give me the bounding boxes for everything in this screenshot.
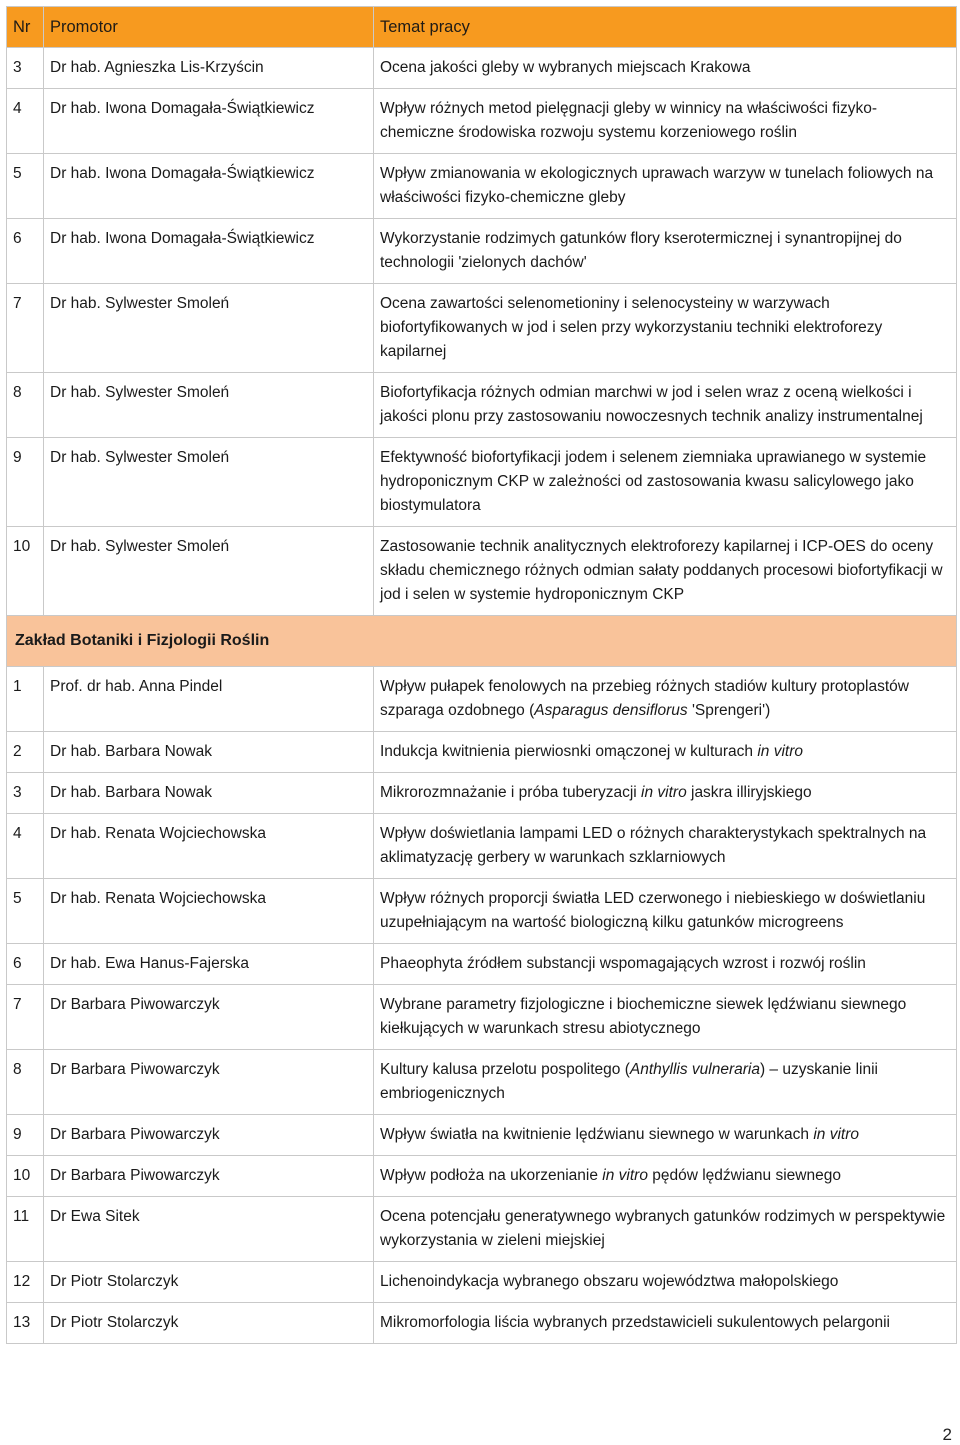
row-promotor: Dr hab. Iwona Domagała-Świątkiewicz bbox=[44, 89, 374, 154]
table-row bbox=[7, 373, 957, 438]
row-nr: 10 bbox=[7, 1156, 44, 1197]
row-nr: 1 bbox=[7, 667, 44, 732]
row-topic: Zastosowanie technik analitycznych elektroforezy kapilarnej i ICP-OES do oceny składu chemicznego różnych odmian sałaty poddanych procesowi biofortyfikacji w jod i selen w systemie hydroponicznym CKP bbox=[374, 527, 957, 616]
table-row bbox=[7, 1262, 957, 1303]
row-topic bbox=[374, 667, 957, 732]
table-row bbox=[7, 1115, 957, 1156]
theses-table bbox=[6, 6, 957, 1344]
topic-text: Phaeophyta źródłem substancji wspomagających wzrost i rozwój roślin bbox=[380, 955, 866, 972]
row-topic bbox=[374, 1262, 957, 1303]
row-promotor: Dr hab. Barbara Nowak bbox=[44, 732, 374, 773]
row-topic bbox=[374, 732, 957, 773]
row-promotor: Dr hab. Agnieszka Lis-Krzyścin bbox=[44, 48, 374, 89]
row-topic bbox=[374, 879, 957, 944]
section-title: Zakład Botaniki i Fizjologii Roślin bbox=[7, 616, 957, 667]
table-row bbox=[7, 879, 957, 944]
row-topic: Ocena zawartości selenometioniny i selenocysteiny w warzywach biofortyfikowanych w jod i selen przy wykorzystaniu techniki elektroforezy kapilarnej bbox=[374, 284, 957, 373]
header-promotor: Promotor bbox=[44, 7, 374, 48]
topic-text: Wpływ światła na kwitnienie lędźwianu siewnego w warunkach bbox=[380, 1126, 814, 1143]
row-promotor: Dr hab. Sylwester Smoleń bbox=[44, 284, 374, 373]
row-topic: Wpływ zmianowania w ekologicznych uprawach warzyw w tunelach foliowych na właściwości fizyko-chemiczne gleby bbox=[374, 154, 957, 219]
topic-latin-name: in vitro bbox=[757, 743, 803, 760]
row-topic bbox=[374, 1050, 957, 1115]
page-number: 2 bbox=[942, 1425, 952, 1444]
table-row bbox=[7, 1050, 957, 1115]
topic-text: Mikrorozmnażanie i próba tuberyzacji bbox=[380, 784, 642, 801]
row-topic: Biofortyfikacja różnych odmian marchwi w jod i selen wraz z oceną wielkości i jakości plonu przy zastosowaniu nowoczesnych technik analizy instrumentalnej bbox=[374, 373, 957, 438]
row-promotor: Dr hab. Sylwester Smoleń bbox=[44, 527, 374, 616]
topic-text-end: 'Sprengeri') bbox=[687, 702, 771, 719]
row-promotor: Dr hab. Iwona Domagała-Świątkiewicz bbox=[44, 154, 374, 219]
topic-latin-name: Anthyllis vulneraria bbox=[629, 1061, 760, 1078]
topic-text: Wybrane parametry fizjologiczne i biochemiczne siewek lędźwianu siewnego kiełkujących w warunkach stresu abiotycznego bbox=[380, 996, 907, 1037]
table-row bbox=[7, 1156, 957, 1197]
row-nr: 9 bbox=[7, 438, 44, 527]
topic-text: Indukcja kwitnienia pierwiosnki omączonej w kulturach bbox=[380, 743, 758, 760]
row-nr: 6 bbox=[7, 219, 44, 284]
table-header-row bbox=[7, 7, 957, 48]
topic-text: Wpływ pułapek fenolowych na przebieg różnych stadiów kultury protoplastów szparaga ozdobnego ( bbox=[380, 678, 909, 719]
row-nr: 5 bbox=[7, 879, 44, 944]
row-promotor: Dr hab. Sylwester Smoleń bbox=[44, 373, 374, 438]
row-topic bbox=[374, 773, 957, 814]
row-topic bbox=[374, 814, 957, 879]
row-nr: 10 bbox=[7, 527, 44, 616]
table-row bbox=[7, 1303, 957, 1344]
row-nr: 8 bbox=[7, 1050, 44, 1115]
topic-latin-name: in vitro bbox=[641, 784, 687, 801]
topic-text: Wpływ podłoża na ukorzenianie bbox=[380, 1167, 603, 1184]
row-promotor: Dr Barbara Piwowarczyk bbox=[44, 1115, 374, 1156]
row-nr: 2 bbox=[7, 732, 44, 773]
row-topic bbox=[374, 985, 957, 1050]
row-promotor: Dr hab. Barbara Nowak bbox=[44, 773, 374, 814]
header-topic: Temat pracy bbox=[374, 7, 957, 48]
topic-text-end: jaskra illiryjskiego bbox=[686, 784, 812, 801]
row-promotor: Dr hab. Ewa Hanus-Fajerska bbox=[44, 944, 374, 985]
row-topic: Ocena jakości gleby w wybranych miejscach Krakowa bbox=[374, 48, 957, 89]
row-nr: 6 bbox=[7, 944, 44, 985]
row-topic: Wykorzystanie rodzimych gatunków flory kserotermicznej i synantropijnej do technologii 'zielonych dachów' bbox=[374, 219, 957, 284]
table-row bbox=[7, 732, 957, 773]
row-topic bbox=[374, 1303, 957, 1344]
table-row bbox=[7, 438, 957, 527]
row-promotor: Dr hab. Renata Wojciechowska bbox=[44, 879, 374, 944]
topic-text: Wpływ doświetlania lampami LED o różnych charakterystykach spektralnych na aklimatyzację gerbery w warunkach szklarniowych bbox=[380, 825, 927, 866]
row-topic bbox=[374, 944, 957, 985]
row-nr: 3 bbox=[7, 48, 44, 89]
row-promotor: Dr Barbara Piwowarczyk bbox=[44, 1156, 374, 1197]
table-row bbox=[7, 814, 957, 879]
row-promotor: Dr Barbara Piwowarczyk bbox=[44, 1050, 374, 1115]
topic-text: Kultury kalusa przelotu pospolitego ( bbox=[380, 1061, 630, 1078]
row-promotor: Dr Ewa Sitek bbox=[44, 1197, 374, 1262]
row-topic: Efektywność biofortyfikacji jodem i selenem ziemniaka uprawianego w systemie hydroponicznym CKP w zależności od zastosowania kwasu salicylowego jako biostymulatora bbox=[374, 438, 957, 527]
row-topic bbox=[374, 1197, 957, 1262]
topic-text: Mikromorfologia liścia wybranych przedstawicieli sukulentowych pelargonii bbox=[380, 1314, 890, 1331]
table-row bbox=[7, 773, 957, 814]
row-promotor: Dr hab. Sylwester Smoleń bbox=[44, 438, 374, 527]
topic-latin-name: Asparagus densiflorus bbox=[534, 702, 688, 719]
row-promotor: Dr hab. Renata Wojciechowska bbox=[44, 814, 374, 879]
row-nr: 9 bbox=[7, 1115, 44, 1156]
table-row bbox=[7, 89, 957, 154]
topic-text-end: pędów lędźwianu siewnego bbox=[647, 1167, 841, 1184]
topic-text: Ocena potencjału generatywnego wybranych gatunków rodzimych w perspektywie wykorzystania w zieleni miejskiej bbox=[380, 1208, 946, 1249]
topic-latin-name: in vitro bbox=[813, 1126, 859, 1143]
topic-latin-name: in vitro bbox=[602, 1167, 648, 1184]
row-nr: 13 bbox=[7, 1303, 44, 1344]
row-nr: 3 bbox=[7, 773, 44, 814]
header-nr: Nr bbox=[7, 7, 44, 48]
row-nr: 12 bbox=[7, 1262, 44, 1303]
row-nr: 7 bbox=[7, 985, 44, 1050]
row-topic: Wpływ różnych metod pielęgnacji gleby w winnicy na właściwości fizyko-chemiczne środowiska rozwoju systemu korzeniowego roślin bbox=[374, 89, 957, 154]
row-topic bbox=[374, 1115, 957, 1156]
table-row bbox=[7, 667, 957, 732]
row-promotor: Dr Barbara Piwowarczyk bbox=[44, 985, 374, 1050]
table-row bbox=[7, 284, 957, 373]
row-promotor: Dr Piotr Stolarczyk bbox=[44, 1262, 374, 1303]
table-row bbox=[7, 154, 957, 219]
topic-text: Wpływ różnych proporcji światła LED czerwonego i niebieskiego w doświetlaniu uzupełniającym na wartość biologiczną kilku gatunków microgreens bbox=[380, 890, 926, 931]
row-promotor: Dr hab. Iwona Domagała-Świątkiewicz bbox=[44, 219, 374, 284]
row-promotor: Prof. dr hab. Anna Pindel bbox=[44, 667, 374, 732]
row-nr: 8 bbox=[7, 373, 44, 438]
table-row bbox=[7, 48, 957, 89]
section-header-row bbox=[7, 616, 957, 667]
topic-text: Lichenoindykacja wybranego obszaru województwa małopolskiego bbox=[380, 1273, 839, 1290]
row-topic bbox=[374, 1156, 957, 1197]
row-nr: 11 bbox=[7, 1197, 44, 1262]
row-nr: 4 bbox=[7, 89, 44, 154]
table-row bbox=[7, 944, 957, 985]
topic-text-end: ) – uzyskanie linii embriogenicznych bbox=[380, 1061, 878, 1102]
row-promotor: Dr Piotr Stolarczyk bbox=[44, 1303, 374, 1344]
table-row bbox=[7, 219, 957, 284]
row-nr: 7 bbox=[7, 284, 44, 373]
row-nr: 4 bbox=[7, 814, 44, 879]
table-row bbox=[7, 985, 957, 1050]
table-row bbox=[7, 1197, 957, 1262]
row-nr: 5 bbox=[7, 154, 44, 219]
table-row bbox=[7, 527, 957, 616]
